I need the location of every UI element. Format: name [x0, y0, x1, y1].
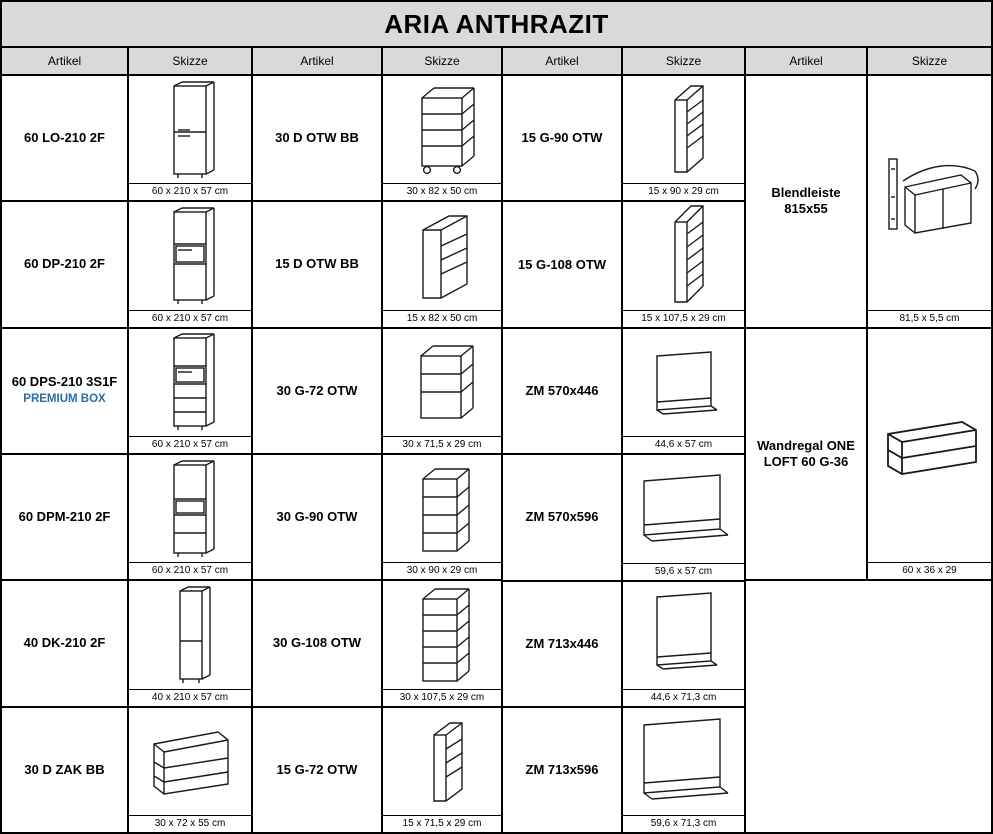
column-3 [503, 76, 746, 832]
sketch-cell [868, 329, 991, 580]
header-skizze-3: Skizze [623, 48, 746, 74]
table-row [503, 329, 744, 455]
article-cell [253, 329, 383, 453]
column-1 [2, 76, 253, 832]
wall-open-shelf-icon [383, 329, 501, 436]
dishwasher-front-panel-icon [623, 329, 744, 436]
dimension-label: 15 x 71,5 x 29 cm [383, 815, 501, 832]
table-header-row [2, 48, 991, 76]
wall-narrow-open-shelf-icon [383, 708, 501, 815]
article-sublabel: PREMIUM BOX [23, 393, 106, 406]
sketch-cell [129, 202, 251, 326]
sketch-cell [623, 455, 744, 579]
cover-strip-icon [868, 76, 991, 310]
catalog-grid [2, 76, 991, 832]
article-label: 15 G-72 OTW [276, 761, 358, 777]
dimension-label: 30 x 71,5 x 29 cm [383, 436, 501, 453]
table-row [253, 76, 501, 202]
dimension-label: 30 x 90 x 29 cm [383, 562, 501, 579]
base-narrow-open-shelf-icon [383, 202, 501, 309]
dimension-label: 81,5 x 5,5 cm [868, 310, 991, 327]
table-row [253, 708, 501, 832]
dimension-label: 30 x 82 x 50 cm [383, 183, 501, 200]
header-artikel-1: Artikel [2, 48, 129, 74]
tall-microwave-cabinet-icon [129, 455, 251, 562]
dimension-label: 59,6 x 57 cm [623, 563, 744, 580]
sketch-cell [129, 455, 251, 579]
table-row [253, 455, 501, 581]
table-row [253, 202, 501, 328]
table-row [2, 202, 251, 328]
article-label: 15 G-108 OTW [517, 256, 607, 272]
dishwasher-front-panel-tall-icon [623, 582, 744, 689]
table-row [2, 76, 251, 202]
article-cell [746, 329, 868, 580]
article-cell [2, 76, 129, 200]
sketch-cell [383, 329, 501, 453]
table-row [503, 582, 744, 708]
header-artikel-2: Artikel [253, 48, 383, 74]
dishwasher-front-panel-tall-wide-icon [623, 708, 744, 815]
sketch-cell [383, 581, 501, 705]
article-cell [746, 76, 868, 327]
sketch-cell [129, 708, 251, 832]
sketch-cell [129, 581, 251, 705]
article-label: Wandregal ONE LOFT 60 G-36 [757, 437, 855, 469]
dimension-label: 59,6 x 71,3 cm [623, 815, 744, 832]
article-cell [2, 329, 129, 453]
article-cell [253, 708, 383, 832]
sketch-cell [129, 76, 251, 200]
sketch-cell [623, 202, 744, 327]
table-row [253, 329, 501, 455]
table-row [503, 76, 744, 202]
article-cell [253, 202, 383, 326]
article-cell [253, 455, 383, 579]
dimension-label: 60 x 210 x 57 cm [129, 310, 251, 327]
table-row [503, 708, 744, 832]
article-label: 60 LO-210 2F [24, 130, 105, 146]
wall-open-shelf-xtall-icon [383, 581, 501, 688]
header-skizze-1: Skizze [129, 48, 253, 74]
sketch-cell [383, 455, 501, 579]
table-row [746, 329, 991, 582]
sketch-cell [868, 76, 991, 327]
article-label: ZM 713x596 [525, 761, 599, 777]
table-row [503, 202, 744, 329]
header-artikel-3: Artikel [503, 48, 623, 74]
dimension-label: 40 x 210 x 57 cm [129, 689, 251, 706]
article-label: 30 G-108 OTW [272, 635, 362, 651]
article-cell [2, 708, 129, 832]
dimension-label: 15 x 90 x 29 cm [623, 183, 744, 200]
article-label: 60 DP-210 2F [24, 256, 105, 272]
table-row [253, 581, 501, 707]
base-open-shelf-icon [383, 76, 501, 183]
article-label: 30 G-90 OTW [276, 509, 358, 525]
dimension-label: 60 x 36 x 29 [868, 562, 991, 579]
article-cell [253, 76, 383, 200]
article-cell [503, 329, 623, 453]
tall-oven-cabinet-icon [129, 202, 251, 309]
article-label: 15 G-90 OTW [521, 129, 603, 145]
table-row [2, 329, 251, 455]
dishwasher-front-panel-wide-icon [623, 455, 744, 562]
article-label: ZM 570x446 [525, 383, 599, 399]
column-2 [253, 76, 503, 832]
article-cell [2, 455, 129, 579]
article-cell [2, 202, 129, 326]
table-row [2, 708, 251, 832]
sketch-cell [383, 708, 501, 832]
tall-oven-drawer-cabinet-icon [129, 329, 251, 436]
table-row [2, 581, 251, 707]
article-label: 15 D OTW BB [275, 256, 359, 272]
table-row [2, 455, 251, 581]
dimension-label: 15 x 82 x 50 cm [383, 310, 501, 327]
article-label: 60 DPS-210 3S1F [11, 374, 118, 390]
wall-narrow-shelf-108-icon [623, 202, 744, 310]
empty-area [746, 581, 991, 832]
wall-open-shelf-tall-icon [383, 455, 501, 562]
article-cell [2, 581, 129, 705]
article-label: 30 D ZAK BB [24, 761, 105, 777]
article-cell [503, 708, 623, 832]
article-label: ZM 570x596 [525, 509, 599, 525]
tall-cabinet-icon [129, 76, 251, 183]
table-row [503, 455, 744, 581]
dimension-label: 30 x 107,5 x 29 cm [383, 689, 501, 706]
sketch-cell [383, 76, 501, 200]
title-bar [2, 2, 991, 48]
article-label: 40 DK-210 2F [23, 635, 106, 651]
article-cell [253, 581, 383, 705]
article-label: 30 D OTW BB [275, 130, 359, 146]
article-label: ZM 713x446 [525, 635, 599, 651]
page-title: ARIA ANTHRAZIT [384, 8, 609, 39]
sketch-cell [623, 708, 744, 832]
sketch-cell [623, 582, 744, 706]
sketch-cell [623, 329, 744, 453]
dimension-label: 60 x 210 x 57 cm [129, 183, 251, 200]
article-cell [503, 76, 623, 200]
article-cell [503, 202, 623, 327]
wall-narrow-shelf-90-icon [623, 76, 744, 183]
dimension-label: 30 x 72 x 55 cm [129, 815, 251, 832]
article-cell [503, 455, 623, 579]
dimension-label: 15 x 107,5 x 29 cm [623, 310, 744, 327]
header-artikel-4: Artikel [746, 48, 868, 74]
dimension-label: 60 x 210 x 57 cm [129, 562, 251, 579]
base-corner-open-shelf-icon [129, 708, 251, 815]
sketch-cell [623, 76, 744, 200]
dimension-label: 60 x 210 x 57 cm [129, 436, 251, 453]
header-skizze-4: Skizze [911, 54, 948, 68]
wall-shelf-loft-icon [868, 329, 991, 563]
dimension-label: 44,6 x 71,3 cm [623, 689, 744, 706]
article-cell [503, 582, 623, 706]
table-row [746, 76, 991, 329]
sketch-cell [129, 329, 251, 453]
article-label: 60 DPM-210 2F [18, 509, 111, 525]
article-label: Blendleiste 815x55 [771, 185, 841, 217]
sketch-cell [383, 202, 501, 326]
header-skizze-2: Skizze [383, 48, 503, 74]
column-4 [746, 76, 991, 832]
tall-narrow-cabinet-icon [129, 581, 251, 688]
dimension-label: 44,6 x 57 cm [623, 436, 744, 453]
article-label: 30 G-72 OTW [276, 382, 358, 398]
